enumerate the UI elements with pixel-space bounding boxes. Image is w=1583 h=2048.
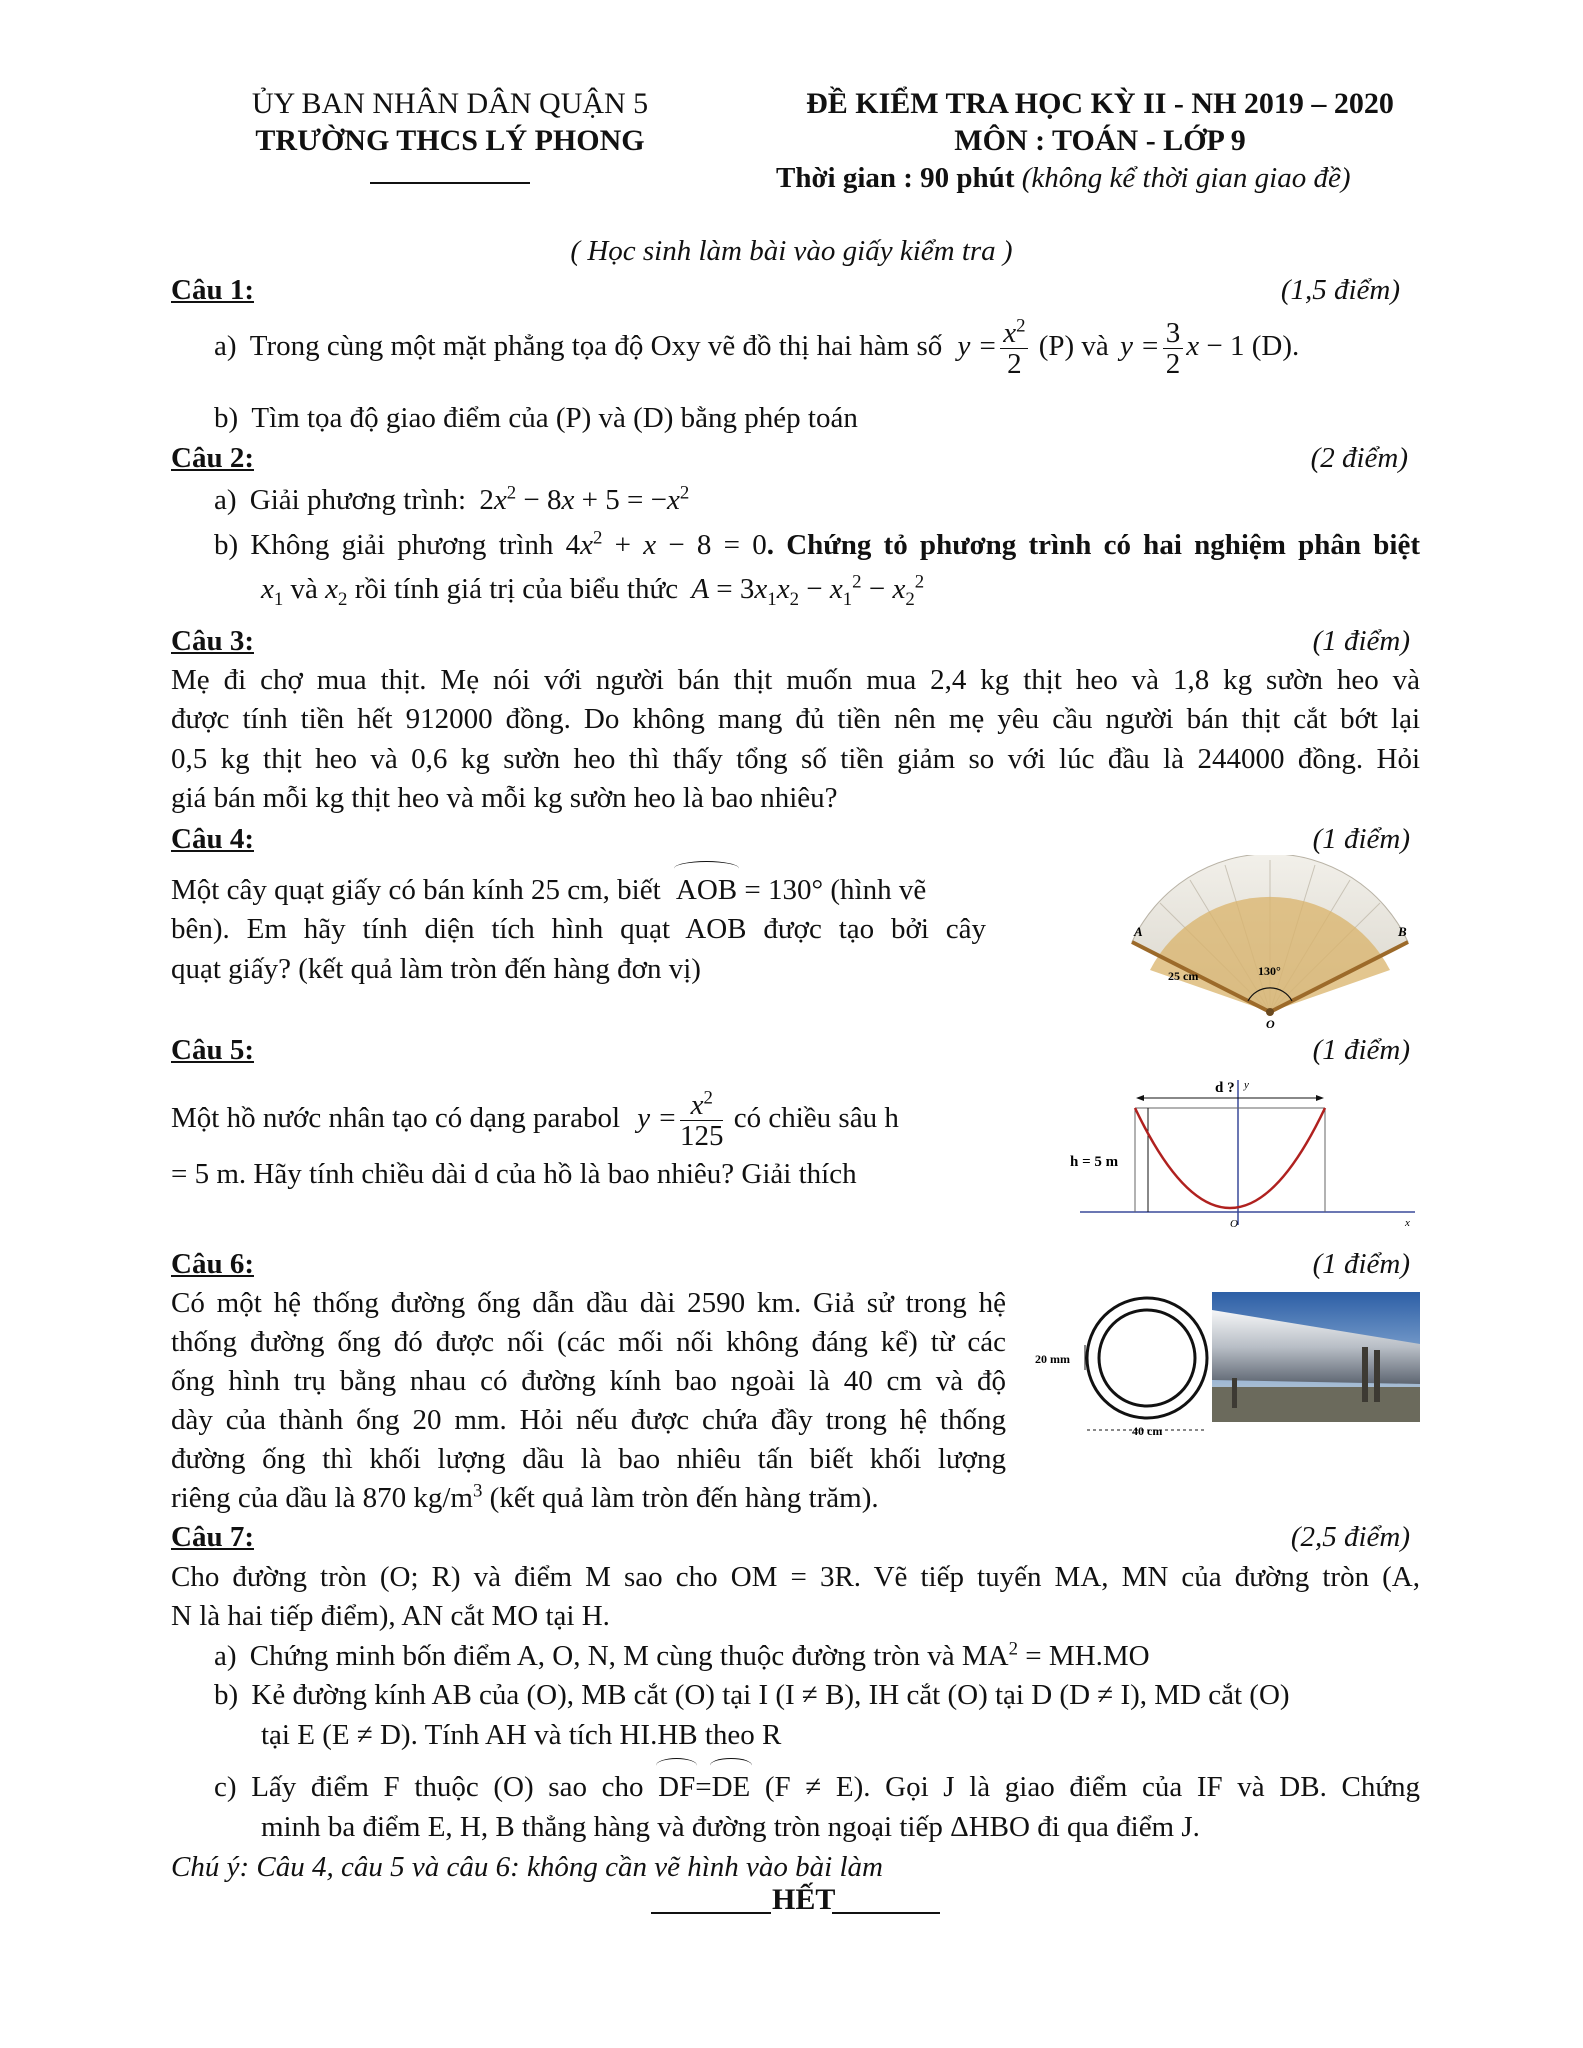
q2a-equation: $2x^2 - 8x + 5 = -x^2$ <box>479 482 690 516</box>
pipe-diameter-label: 40 cm <box>1132 1424 1163 1438</box>
q1a-d: (D). <box>1251 330 1300 363</box>
q4-line-2: bên). Em hãy tính diện tích hình quạt AOB được tạo bởi cây <box>171 913 986 945</box>
paper-fan-figure <box>1120 855 1420 1030</box>
photo-ground <box>1212 1387 1420 1422</box>
q5-formula: y = <box>637 1102 677 1135</box>
q6-density-unit-sup: 3 <box>473 1480 483 1502</box>
q7a-label: a) <box>214 1640 237 1672</box>
photo-support-3 <box>1232 1378 1237 1408</box>
q1a-formula-d: y = <box>1120 330 1160 363</box>
header-divider <box>370 182 530 184</box>
q7b-line-1 <box>214 1676 1290 1715</box>
q7b-text1: Kẻ đường kính AB của (O), MB cắt (O) tại I (I ≠ B), IH cắt (O) tại D (D ≠ I), MD cắt (O) <box>251 1679 1290 1711</box>
q3-line-3: 0,5 kg thịt heo và 0,6 kg sườn heo thì thấy tổng số tiền giảm so với lúc đầu là 244000 đồng. Hỏi <box>171 743 1420 775</box>
q2-title: Câu 2: <box>171 442 254 474</box>
q5-line1-tail: có chiều sâu h <box>733 1102 899 1135</box>
q2b-expression: $A = 3x_1x_2 - x_1^2 - x_2^2$ <box>691 571 925 610</box>
q7-intro-2: N là hai tiếp điểm), AN cắt MO tại H. <box>171 1600 610 1632</box>
q7a-text: Chứng minh bốn điểm A, O, N, M cùng thuộc đường tròn và MA <box>249 1640 1009 1672</box>
parabola-h-label: h = 5 m <box>1070 1154 1119 1170</box>
q7c-eq: = <box>695 1771 712 1803</box>
parabola-y-label: y <box>1244 1079 1249 1091</box>
q4-line-1 <box>171 871 926 910</box>
q5-line-2: = 5 m. Hãy tính chiều dài d của hồ là bao nhiêu? Giải thích <box>171 1158 857 1190</box>
q6-line-1: Có một hệ thống đường ống dẫn dầu dài 2590 km. Giả sử trong hệ <box>171 1287 1006 1319</box>
q2b-text2: . Chứng tỏ phương trình có hai nghiệm phân biệt <box>766 529 1421 561</box>
q4-line-3: quạt giấy? (kết quả làm tròn đến hàng đơn vị) <box>171 953 701 985</box>
q5-line1-text: Một hồ nước nhân tạo có dạng parabol <box>171 1102 621 1135</box>
parabola-o-label: O <box>1230 1218 1238 1230</box>
q7-points: (2,5 điểm) <box>1290 1521 1410 1553</box>
q6-line-4: dày của thành ống 20 mm. Hỏi nếu được chứa đầy trong hệ thống <box>171 1404 1006 1436</box>
q5-title: Câu 5: <box>171 1034 254 1066</box>
q1b <box>214 399 858 438</box>
time-label: Thời gian : 90 phút <box>776 162 1015 194</box>
q7c-arc-de: DE <box>712 1768 751 1807</box>
fan-pivot <box>1266 1008 1274 1016</box>
q1a-text: Trong cùng một mặt phẳng tọa độ Oxy vẽ đồ thị hai hàm số <box>249 330 943 363</box>
photo-support-1 <box>1362 1347 1368 1402</box>
q7c-post: (F ≠ E). Gọi J là giao điểm của IF và DB. Chứng <box>764 1771 1421 1803</box>
q6-title: Câu 6: <box>171 1248 254 1280</box>
q7a <box>214 1637 1150 1676</box>
footer-line-left <box>651 1912 771 1914</box>
q7a-tail: = MH.MO <box>1018 1640 1150 1672</box>
q4-title: Câu 4: <box>171 823 254 855</box>
q2b-and: và <box>290 573 318 605</box>
q5-points: (1 điểm) <box>1312 1034 1410 1066</box>
q1-points: (1,5 điểm) <box>1280 274 1400 306</box>
parabola-curve <box>1135 1108 1325 1208</box>
q1b-label: b) <box>214 402 239 434</box>
q4-line1-text: Một cây quạt giấy có bán kính 25 cm, biết <box>171 874 661 906</box>
q7c-arc-df: DF <box>658 1768 695 1807</box>
parabola-figure <box>1060 1070 1420 1230</box>
q5-frac: $\frac{x^2}{125}$ <box>679 1087 724 1152</box>
q2b-text3: rồi tính giá trị của biểu thức <box>354 573 679 605</box>
q2-points: (2 điểm) <box>1310 442 1408 474</box>
footer-end: HẾT <box>772 1883 836 1916</box>
q2a-label: a) <box>214 484 237 516</box>
fan-angle-label: 130° <box>1258 964 1281 978</box>
district-name: ỦY BAN NHÂN DÂN QUẬN 5 <box>251 87 649 120</box>
q7-title: Câu 7: <box>171 1521 254 1553</box>
parabola-x-label: x <box>1405 1217 1410 1229</box>
exam-subject: MÔN : TOÁN - LỚP 9 <box>954 124 1246 157</box>
q7c-line-1 <box>214 1768 1420 1807</box>
q1b-text: Tìm tọa độ giao điểm của (P) và (D) bằng phép toán <box>251 402 858 434</box>
q7c-line-2: minh ba điểm E, H, B thẳng hàng và đường tròn ngoại tiếp ΔHBO đi qua điểm J. <box>261 1811 1200 1843</box>
pipe-cross-section <box>1035 1290 1210 1440</box>
exam-title: ĐỀ KIỂM TRA HỌC KỲ II - NH 2019 – 2020 <box>806 87 1394 120</box>
q2a <box>214 481 689 520</box>
q5-line-1 <box>171 1087 899 1152</box>
q2a-text: Giải phương trình: <box>249 484 467 516</box>
q1a: a) Trong cùng một mặt phẳng tọa độ Oxy vẽ đồ thị hai hàm số y = $\frac{x^2}{2}$ (P) và y = $\frac{3}{2}$ x − 1 (D). <box>214 315 1300 380</box>
photo-support-2 <box>1374 1350 1380 1402</box>
q6-density-tail: (kết quả làm tròn đến hàng trăm). <box>482 1482 879 1514</box>
q1a-formula-p: y = <box>957 330 998 363</box>
q7c-label: c) <box>214 1771 237 1803</box>
q2b-line1 <box>214 526 1420 565</box>
q6-points: (1 điểm) <box>1312 1248 1410 1280</box>
q3-title: Câu 3: <box>171 625 254 657</box>
instruction: ( Học sinh làm bài vào giấy kiểm tra ) <box>570 235 1013 267</box>
q1a-label: a) <box>214 330 237 363</box>
q6-line-5: đường ống thì khối lượng dầu là bao nhiêu tấn biết khối lượng <box>171 1443 1006 1475</box>
q3-line-1: Mẹ đi chợ mua thịt. Mẹ nói với người bán thịt muốn mua 2,4 kg thịt heo và 1,8 kg sườn heo và <box>171 664 1420 696</box>
q2b-equation: $4x^2 + x - 8 = 0$ <box>565 527 767 561</box>
fan-label-o: O <box>1266 1017 1275 1030</box>
fan-label-b: B <box>1398 924 1407 939</box>
pipe-outer-circle <box>1087 1298 1207 1418</box>
exam-time <box>776 159 1351 198</box>
d-arrow-right <box>1316 1095 1324 1101</box>
fan-label-a: A <box>1134 924 1143 939</box>
parabola-d-label: d ? <box>1215 1080 1235 1096</box>
q1-title: Câu 1: <box>171 274 254 306</box>
time-note: (không kể thời gian giao đề) <box>1021 162 1351 194</box>
q7c-pre: Lấy điểm F thuộc (O) sao cho <box>251 1771 644 1803</box>
q1a-p: (P) và <box>1038 330 1109 363</box>
q6-line-3: ống hình trụ bằng nhau có đường kính bao ngoài là 40 cm và độ <box>171 1365 1006 1397</box>
pipeline-photo <box>1212 1292 1420 1422</box>
note: Chú ý: Câu 4, câu 5 và câu 6: không cần vẽ hình vào bài làm <box>171 1851 883 1883</box>
pipe-thickness-label: 20 mm <box>1035 1352 1070 1366</box>
q7-intro-1: Cho đường tròn (O; R) và điểm M sao cho OM = 3R. Vẽ tiếp tuyến MA, MN của đường tròn (A, <box>171 1561 1420 1593</box>
q4-angle: AOB = 130° <box>676 874 823 906</box>
q1a-frac-d: $\frac{3}{2}$ <box>1163 318 1184 379</box>
q3-line-4: giá bán mỗi kg thịt heo và mỗi kg sườn heo là bao nhiêu? <box>171 782 838 814</box>
q4-line1-tail: (hình vẽ <box>830 874 927 906</box>
q2b-label: b) <box>214 529 239 561</box>
footer-line-right <box>832 1912 940 1914</box>
q6-line-2: thống đường ống đó được nối (các mối nối không đáng kể) từ các <box>171 1326 1006 1358</box>
q7b-label: b) <box>214 1679 239 1711</box>
q1a-frac-p: $\frac{x^2}{2}$ <box>1000 318 1028 379</box>
q2b-line2: $x_1$ và $x_2$ rồi tính giá trị của biểu thức $A = 3x_1x_2 - x_1^2 - x_2^2$ <box>261 571 925 610</box>
fan-radius-label: 25 cm <box>1168 969 1199 983</box>
q3-points: (1 điểm) <box>1312 625 1410 657</box>
q6-density-text: riêng của dầu là 870 kg/m <box>171 1482 473 1514</box>
pipe-inner-circle <box>1099 1310 1195 1406</box>
q6-line-6 <box>171 1479 879 1518</box>
q2b-text1: Không giải phương trình <box>250 529 554 561</box>
q7a-sup: 2 <box>1008 1638 1019 1660</box>
school-name: TRƯỜNG THCS LÝ PHONG <box>255 124 645 157</box>
q4-points: (1 điểm) <box>1312 823 1410 855</box>
q3-line-2: được tính tiền hết 912000 đồng. Do không mang đủ tiền nên mẹ yêu cầu người bán thịt cắt bớt lại <box>171 703 1420 735</box>
d-arrow-left <box>1136 1095 1144 1101</box>
q7b-line-2: tại E (E ≠ D). Tính AH và tích HI.HB theo R <box>261 1719 782 1751</box>
